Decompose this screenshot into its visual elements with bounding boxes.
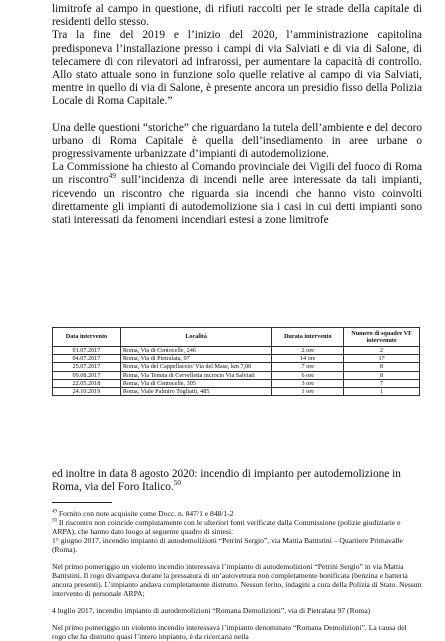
cell-teams: 7	[344, 379, 420, 387]
header-teams: Numero di squadre VF intervenute	[344, 328, 420, 347]
table-row	[53, 355, 420, 363]
footnote-50-item-1-description: Nel primo pomeriggio un violento incendio interessava l’impianto di autodemolizioni “Petrini Sergio” in via Mattia Battistini. Il rogo divampava durane la pressatura di un’autovettura non completamente bonificata (benzina e batteria ancora presenti). L’impianto andava completamente distrutto. Nessun ferito, indagini a cura della Polizia di Stato. Nessun intervento di personale ARPA;	[52, 562, 422, 598]
footnote-50-number: 50	[52, 518, 57, 524]
paragraph-3: Una delle questioni “storiche” che riguardano la tutela dell’ambiente e del decoro urbano di Roma Capitale è quella dell’insediamento in aree urbane o progressivamente urbanizzate d’impianti di autodemolizione.	[52, 121, 422, 161]
footnote-50-text: Il riscontro non coincide compiutamente con le ulteriori fonti verificate dalla Commissione (polizie giudiziarie e ARPA), che hanno dato luogo al seguente quadro di sintesi:	[52, 518, 401, 536]
cell-location: Roma, Via di Pietralata, 97	[120, 355, 272, 363]
cell-teams: 2	[344, 347, 420, 355]
cell-location: Roma, Viale Palmiro Togliatti, 485	[120, 388, 272, 396]
footnote-50-item-2-description: Nel primo pomeriggio un violento incendio interessava l’impianto denominato “Romana Demolizioni”. La causa del rogo che ha distrutto quasi l’intero impianto, è da ricercarsi nella	[52, 623, 407, 641]
paragraph-1: limitrofe al campo in questione, di rifiuti raccolti per le strade della capitale di residenti dello stesso.	[52, 3, 422, 29]
cell-date: 01.07.2017	[53, 347, 121, 355]
cell-date: 25.07.2017	[53, 363, 121, 371]
paragraph-4-end: sull’incidenza di incendi nelle aree interessate da tali impianti, ricevendo un riscontro che riguarda sia incendi che hanno visto coinvolti direttamente gli impianti di autodemolizione sia i casi in cui detti impianti sono stati interessati da fenomeni incendiari estesi a zone limitrofe	[52, 174, 422, 227]
cell-date: 09.08.2017	[53, 371, 121, 379]
footnotes	[52, 509, 422, 641]
footnote-ref-49[interactable]: 49	[108, 171, 116, 181]
cell-location: Roma, Via di Centocelle, 246	[120, 347, 272, 355]
table-row	[53, 363, 420, 371]
cell-duration: 7 ore	[272, 363, 344, 371]
cell-date: 22.05.2018	[53, 379, 121, 387]
cell-date: 24.10.2019	[53, 388, 121, 396]
footnote-ref-50[interactable]: 50	[173, 478, 182, 488]
header-location: Località	[120, 328, 272, 347]
cell-teams: 8	[344, 371, 420, 379]
footnote-50	[52, 518, 422, 536]
footnote-49-text: Fornito con note acquisite come Docc. n. 847/1 e 848/1-2	[56, 509, 234, 518]
cell-date: 04.07.2017	[53, 355, 121, 363]
fire-interventions-table	[52, 327, 420, 396]
paragraph-2: Tra la fine del 2019 e l’inizio del 2020, l’amministrazione capitolina predisponeva l’installazione presso i campi di via Salviati e di via di Salone, di telecamere di con rilevatori ad infrarossi, per aumentare la capacità di controllo. Allo stato attuale sono in funzione solo quelle relative al campo di via Salviati, mentre in quello di via di Salone, è presente ancora un presidio fisso della Polizia Locale di Roma Capitale.”	[52, 29, 422, 108]
paragraph-4	[52, 161, 422, 227]
cell-teams: 1	[344, 388, 420, 396]
table-header-row	[53, 328, 420, 347]
table-row	[53, 371, 420, 379]
cell-teams: 8	[344, 363, 420, 371]
footnote-50-item-2: 4 luglio 2017, incendio impianto di autodemolizioni “Romana Demolizioni”, via di Pietralata 97 (Roma)	[52, 606, 371, 615]
cell-duration: 6 ore	[272, 371, 344, 379]
paragraph-4-start: La Commissione ha chiesto al Comando provinciale dei Vigili del fuoco di Roma un riscontro	[52, 161, 422, 187]
after-table-paragraph	[52, 468, 422, 494]
table-row	[53, 379, 420, 387]
cell-location: Roma, Via del Cappellaccio/ Via del Mase, km 7,00	[120, 363, 272, 371]
cell-duration: 3 ore	[272, 379, 344, 387]
cell-teams: 17	[344, 355, 420, 363]
after-table-text: ed inoltre in data 8 agosto 2020: incendio di impianto per autodemolizione in Roma, via del Foro Italico.	[52, 468, 401, 494]
cell-duration: 2 ore	[272, 347, 344, 355]
footnote-separator	[52, 502, 112, 503]
body-text	[52, 3, 422, 227]
footnote-49-number: 49	[52, 509, 57, 515]
footnote-50-item-1: 1° giugno 2017, incendio impianto di autodemolizioni “Petrini Sergio”, via Mattia Battistini – Quartiere Primavalle (Roma).	[52, 536, 403, 554]
table-row	[53, 347, 420, 355]
cell-duration: 14 ore	[272, 355, 344, 363]
cell-location: Roma, Via Tenuta di Cervelletta incrocio Via Salviati	[120, 371, 272, 379]
cell-location: Roma, Via di Centocelle, 305	[120, 379, 272, 387]
footnote-49	[52, 509, 422, 518]
table-row	[53, 388, 420, 396]
cell-duration: 1 ore	[272, 388, 344, 396]
header-duration: Durata intervento	[272, 328, 344, 347]
header-date: Data intervento	[53, 328, 121, 347]
